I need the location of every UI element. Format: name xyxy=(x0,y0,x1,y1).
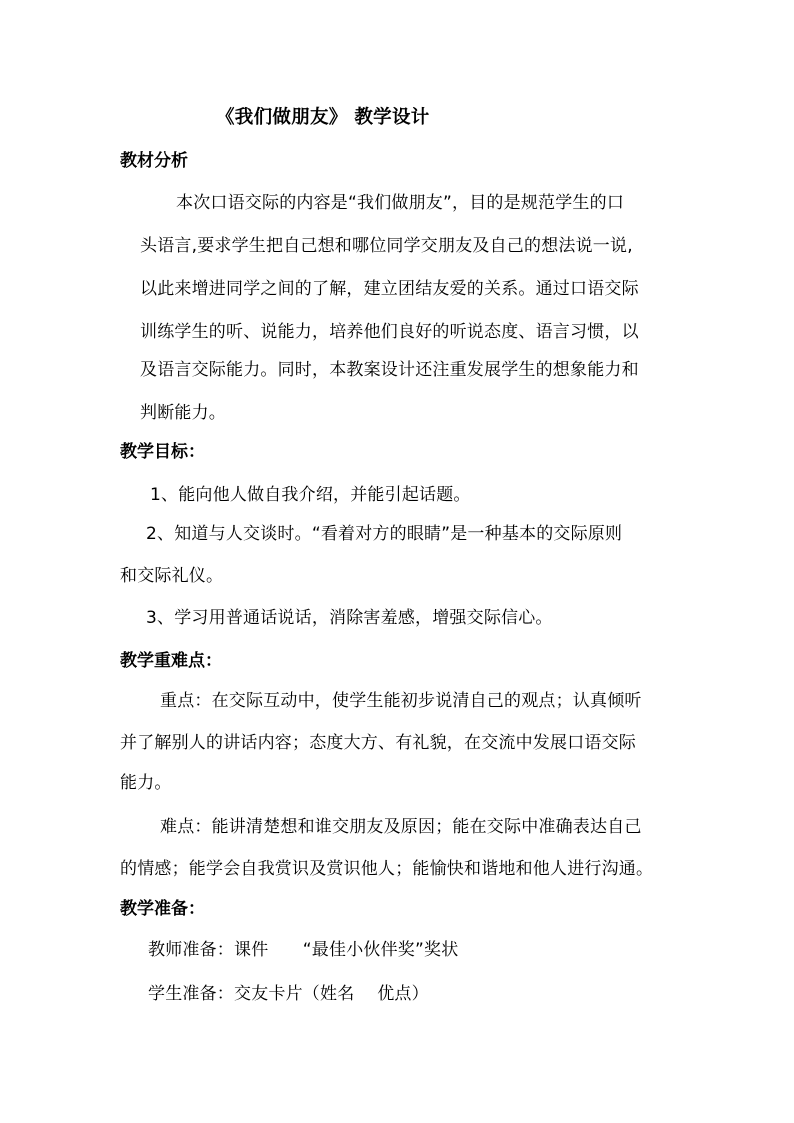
key-points-line-2: 并了解别人的讲话内容；态度大方、有礼貌，在交流中发展口语交际 xyxy=(120,733,636,753)
materials-line-5: 及语言交际能力。同时，本教案设计还注重发展学生的想象能力和 xyxy=(140,360,639,380)
section-heading-key-points: 教学重难点： xyxy=(120,651,222,671)
key-points-line-4: 难点：能讲清楚想和谁交朋友及原因；能在交际中准确表达自己 xyxy=(160,817,642,837)
materials-line-2: 头语言,要求学生把自己想和哪位同学交朋友及自己的想法说一说, xyxy=(140,236,633,256)
key-points-line-5: 的情感；能学会自我赏识及赏识他人；能愉快和谐地和他人进行沟通。 xyxy=(120,859,654,879)
section-heading-preparation: 教学准备： xyxy=(120,899,205,919)
goals-line-1: 1、能向他人做自我介绍，并能引起话题。 xyxy=(150,485,471,505)
materials-line-6: 判断能力。 xyxy=(140,403,226,423)
key-points-line-3: 能力。 xyxy=(120,773,172,793)
materials-line-4: 训练学生的听、说能力，培养他们良好的听说态度、语言习惯，以 xyxy=(140,322,639,342)
goals-line-2: 2、知道与人交谈时。“看着对方的眼睛”是一种基本的交际原则 xyxy=(146,524,623,544)
materials-line-1: 本次口语交际的内容是“我们做朋友”，目的是规范学生的口 xyxy=(176,193,625,213)
goals-line-4: 3、学习用普通话说话，消除害羞感，增强交际信心。 xyxy=(146,608,553,628)
document-title: 《我们做朋友》 教学设计 xyxy=(216,107,430,128)
goals-line-3: 和交际礼仪。 xyxy=(120,566,224,586)
preparation-student: 学生准备：交友卡片（姓名 优点） xyxy=(148,984,429,1004)
key-points-line-1: 重点：在交际互动中，使学生能初步说清自己的观点；认真倾听 xyxy=(160,691,642,711)
section-heading-materials: 教材分析 xyxy=(120,151,188,171)
section-heading-goals: 教学目标： xyxy=(120,442,205,462)
materials-line-3: 以此来增进同学之间的了解，建立团结友爱的关系。通过口语交际 xyxy=(140,279,639,299)
preparation-teacher: 教师准备：课件 “最佳小伙伴奖”奖状 xyxy=(148,940,459,960)
